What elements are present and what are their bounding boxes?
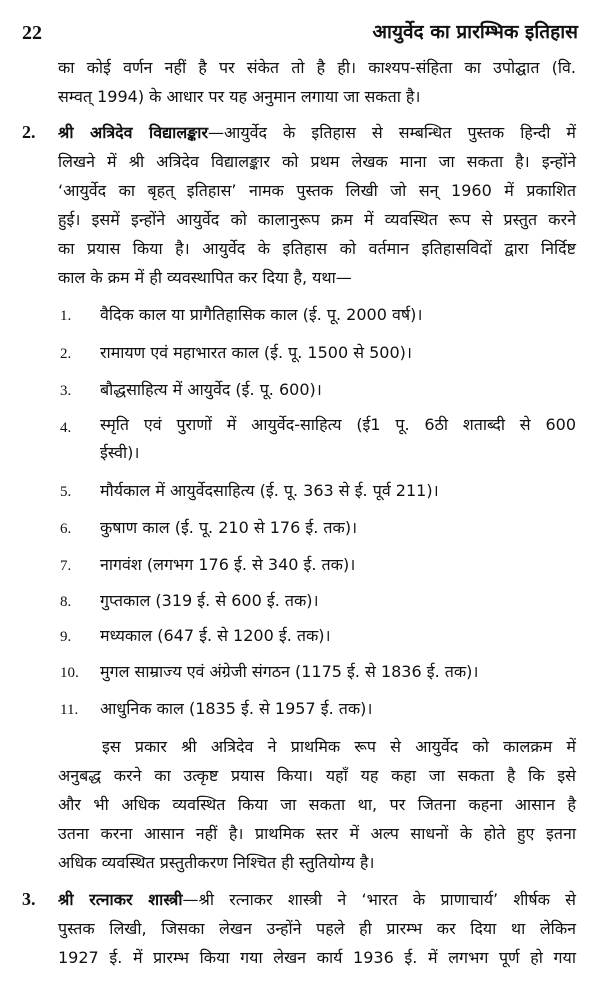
list-item: गुप्तकाल (319 ई. से 600 ई. तक)। (100, 591, 319, 610)
list-item-number: 10. (60, 665, 79, 681)
paragraph-line-4: उतना करना आसान नहीं है। प्राथमिक स्तर में अल्प साधनों के होते हुए इतना (58, 824, 576, 843)
running-title: आयुर्वेद का प्रारम्भिक इतिहास (372, 21, 578, 43)
list-item: मौर्यकाल में आयुर्वेदसाहित्य (ई. पू. 363 से ई. पूर्व 211)। (100, 481, 439, 500)
section-3-line-1 (58, 888, 576, 912)
list-item-number: 3. (60, 383, 72, 399)
list-item: बौद्धसाहित्य में आयुर्वेद (ई. पू. 600)। (100, 380, 322, 399)
list-item: कुषाण काल (ई. पू. 210 से 176 ई. तक)। (100, 518, 358, 537)
paragraph-line-5: अधिक व्यवस्थित प्रस्तुतीकरण निश्चित ही स्तुतियोग्य है। (58, 853, 375, 872)
section-2-heading: श्री अत्रिदेव विद्यालङ्कार (58, 123, 208, 142)
list-item-number: 1. (60, 308, 72, 324)
list-item-number: 6. (60, 521, 72, 537)
list-item: मुगल साम्राज्य एवं अंग्रेजी संगठन (1175 ई. से 1836 ई. तक)। (100, 662, 479, 681)
list-item: नागवंश (लगभग 176 ई. से 340 ई. तक)। (100, 555, 356, 574)
intro-line-1: का कोई वर्णन नहीं है पर संकेत तो है ही। काश्यप-संहिता का उपोद्घात (वि. (58, 58, 576, 77)
section-3-line-1-rest: —श्री रत्नाकर शास्त्री ने ‘भारत के प्राणाचार्य’ शीर्षक से (182, 890, 576, 909)
paragraph-line-1: इस प्रकार श्री अत्रिदेव ने प्राथमिक रूप से आयुर्वेद को कालक्रम में (102, 737, 576, 756)
list-item-number: 5. (60, 484, 72, 500)
list-item: रामायण एवं महाभारत काल (ई. पू. 1500 से 500)। (100, 343, 412, 362)
list-item: स्मृति एवं पुराणों में आयुर्वेद-साहित्य (ई1 पू. 6ठी शताब्दी से 600 (100, 415, 576, 434)
section-3-line-3: 1927 ई. में प्रारम्भ किया गया लेखन कार्य 1936 ई. में लगभग पूर्ण हो गया (58, 948, 576, 967)
list-item: वैदिक काल या प्रागैतिहासिक काल (ई. पू. 2000 वर्ष)। (100, 305, 423, 324)
section-2-line-6: काल के क्रम में ही व्यवस्थापित कर दिया है, यथा— (58, 268, 352, 287)
list-item: आधुनिक काल (1835 ई. से 1957 ई. तक)। (100, 699, 373, 718)
section-2-line-1-rest: —आयुर्वेद के इतिहास से सम्बन्धित पुस्तक हिन्दी में (208, 123, 576, 142)
page-number: 22 (22, 22, 42, 44)
section-2-line-5: का प्रयास किया है। आयुर्वेद के इतिहास को वर्तमान इतिहासविदों द्वारा निर्दिष्ट (58, 239, 576, 258)
list-item-number: 9. (60, 629, 72, 645)
list-item-number: 8. (60, 594, 72, 610)
list-item-continuation: ईस्वी)। (100, 443, 140, 462)
section-3-heading: श्री रत्नाकर शास्त्री (58, 890, 183, 909)
list-item-number: 2. (60, 346, 72, 362)
section-3-number: 3. (22, 889, 36, 909)
list-item-number: 11. (60, 702, 79, 718)
section-2-line-3: ‘आयुर्वेद का बृहत् इतिहास’ नामक पुस्तक लिखी जो सन् 1960 में प्रकाशित (58, 181, 576, 200)
intro-line-2: सम्वत् 1994) के आधार पर यह अनुमान लगाया जा सकता है। (58, 87, 421, 106)
section-2-line-4: हुई। इसमें इन्होंने आयुर्वेद को कालानुरूप क्रम में व्यवस्थित रूप से प्रस्तुत करने (58, 210, 576, 229)
section-3-line-2: पुस्तक लिखी, जिसका लेखन उन्होंने पहले ही प्रारम्भ कर दिया था लेकिन (58, 919, 576, 938)
page-header (22, 18, 578, 50)
list-item: मध्यकाल (647 ई. से 1200 ई. तक)। (100, 626, 331, 645)
list-item-number: 4. (60, 420, 72, 436)
section-2-line-2: लिखने में श्री अत्रिदेव विद्यालङ्कार को प्रथम लेखक माना जा सकता है। इन्होंने (58, 152, 576, 171)
paragraph-line-3: और भी अधिक व्यवस्थित किया जा सकता था, पर जितना कहना आसान है (58, 795, 576, 814)
list-item-number: 7. (60, 558, 72, 574)
paragraph-line-2: अनुबद्ध करने का उत्कृष्ट प्रयास किया। यहाँ यह कहा जा सकता है कि इसे (58, 766, 576, 785)
section-2-number: 2. (22, 122, 36, 142)
section-2-line-1 (58, 121, 576, 145)
